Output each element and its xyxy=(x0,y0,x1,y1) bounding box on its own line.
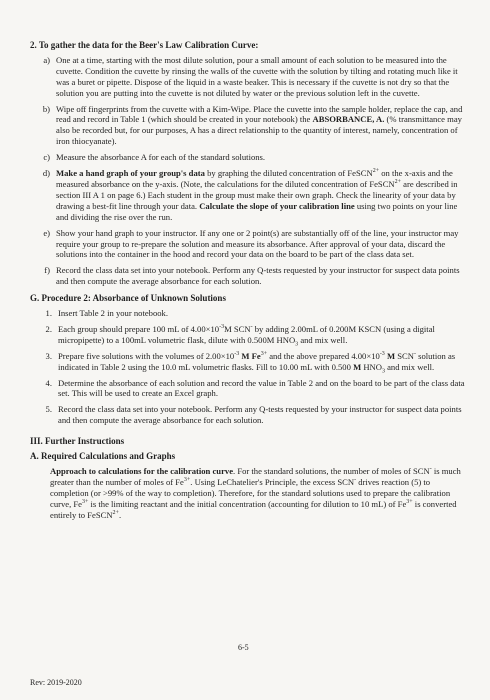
step-label: e) xyxy=(43,227,50,238)
step-2c xyxy=(34,152,466,163)
step-label: c) xyxy=(43,152,50,163)
step-2d xyxy=(34,168,466,223)
step-label: 3. xyxy=(45,350,52,361)
procedure-step-2 xyxy=(36,324,466,346)
step-2b xyxy=(34,104,466,148)
step-text: One at a time, starting with the most dilute solution, pour a small amount of each solution to be measured into the cuvette. Condition the cuvette by rinsing the walls of the cuvette with the solution by tilting and rotating much like it was a buret or pipette. Dispose of the liquid in a waste beaker. This is necessary if the cuvette is not dry so that the solution you are putting into the cuvette is not diluted by water or the previous solution left in the cuvette. xyxy=(56,54,458,98)
step-label: f) xyxy=(44,265,50,276)
step-label: 2. xyxy=(45,323,52,334)
step-text: Insert Table 2 in your notebook. xyxy=(58,308,168,319)
step-text: Measure the absorbance A for each of the standard solutions. xyxy=(56,152,266,163)
step-text: Prepare five solutions with the volumes of $2.00\times 10^{-3}$ M $Fe^{3+}$ and the above prepared $4.00\times 10^{-3}$ M SCN- solution as indicated in Table 2 using the 10.0 mL volumetric flasks. Fill to 10.00 mL with 0.500 M $HNO_3$ and mix well. xyxy=(58,350,456,375)
page-number: 6-5 xyxy=(238,643,249,652)
procedure-step-4 xyxy=(36,378,466,400)
calculations-paragraph: Approach to calculations for the calibration curve. For the standard solutions, the number of moles of SCN- is much greater than the number of moles of $Fe^{3+}$. Using LeChatelier's Principle, the excess SCN- drives reaction (5) to completion (or >99% of the way to completion). Therefore, for the standard solutions used to prepare the calibration curve, $Fe^{3+}$ is the limiting reactant and the initial concentration (accounting for dilution to 10 mL) of $Fe^{3+}$ is converted entirely to FeSCN$^{2+}$. xyxy=(50,466,461,520)
step-label: b) xyxy=(42,103,50,114)
step-2f xyxy=(34,265,466,287)
step-label: a) xyxy=(43,54,50,65)
step-2a xyxy=(34,55,466,99)
step-text: Make a hand graph of your group's data by graphing the diluted concentration of FeSCN$^{2+}$ on the x-axis and the measured absorbance on the y-axis. (Note, the calculations for the diluted concentration of FeSCN$^{2+}$ are described in section III A 1 on page 6.) Each student in the group must make their own graph. Check the linearity of your data by drawing a best-fit line through your data. Calculate the slope of your calibration line using two points on your line and dividing the rise over the run. xyxy=(56,168,458,222)
step-label: d) xyxy=(42,168,50,179)
procedure-step-1 xyxy=(36,308,466,319)
section-iii-heading: III. Further Instructions xyxy=(30,436,125,447)
step-text: Determine the absorbance of each solution and record the value in Table 2 and on the board to be part of the class data set. This will be used to create an Excel graph. xyxy=(58,377,465,399)
step-label: 1. xyxy=(45,308,52,319)
section-g-heading: G. Procedure 2: Absorbance of Unknown Solutions xyxy=(30,293,226,304)
step-2e xyxy=(34,228,466,261)
revision-label: Rev: 2019-2020 xyxy=(30,678,82,687)
step-label: 5. xyxy=(45,404,52,415)
step-text: Record the class data set into your notebook. Perform any Q-tests requested by your instructor for suspect data points and then compute the average absorbance for each solution. xyxy=(58,404,462,426)
procedure-step-3 xyxy=(36,351,466,373)
section-iii-a-heading: A. Required Calculations and Graphs xyxy=(30,451,176,462)
step-text: Each group should prepare 100 mL of $4.00\times 10^{-3}M$ SCN- by adding 2.00mL of 0.200M KSCN (using a digital micropipette) to a 100mL volumetric flask, dilute with 0.500M $HNO_3$ and mix well. xyxy=(58,323,435,348)
procedure-step-5 xyxy=(36,404,466,426)
step-text: Show your hand graph to your instructor. If any one or 2 point(s) are substantially off of the line, your instructor may require your group to re-prepare the solution and measure its absorbance. After approval of your data, discard the solutions into the container in the hood and record your data on the board to be part of the class data set. xyxy=(56,227,459,260)
step-label: 4. xyxy=(45,377,52,388)
section-2-heading: 2. To gather the data for the Beer's Law Calibration Curve: xyxy=(30,40,259,50)
step-text: Record the class data set into your notebook. Perform any Q-tests requested by your instructor for suspect data points and then compute the average absorbance for each solution. xyxy=(56,265,460,287)
step-text: Wipe off fingerprints from the cuvette with a Kim-Wipe. Place the cuvette into the sample holder, replace the cap, and read and record in Table 1 (which should be created in your notebook) the ABSORBANCE, A. (% transmittance may also be recorded but, for our purposes, A has a direct relationship to the quantity of interest, namely, concentration of iron thiocyanate). xyxy=(56,103,463,147)
